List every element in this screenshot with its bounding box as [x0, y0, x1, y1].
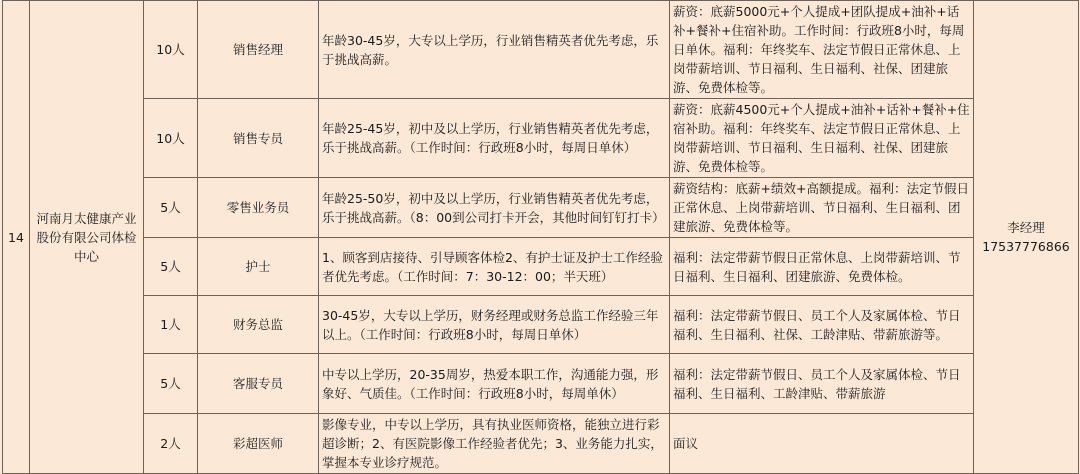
table-row [3, 1, 1079, 99]
headcount-cell: 5人 [144, 178, 198, 238]
table-row [3, 238, 1079, 296]
requirements-cell: 中专以上学历，20-35周岁，热爱本职工作，沟通能力强，形象好、气质佳。（工作时间：行政班8小时，每周单休） [319, 354, 670, 414]
table-row [3, 414, 1079, 474]
headcount-cell: 5人 [144, 354, 198, 414]
table-row [3, 354, 1079, 414]
contact-cell [974, 1, 1079, 474]
table-row [3, 178, 1079, 238]
contact-phone: 17537776866 [982, 239, 1070, 254]
benefits-cell: 福利：法定带薪节假日、员工个人及家属体检、节日福利、生日福利、社保、工龄津贴、带薪旅游等。 [670, 296, 974, 354]
job-listing-table [2, 0, 1079, 474]
requirements-cell: 影像专业，中专以上学历，具有执业医师资格，能独立进行彩超诊断；2、有医院影像工作经验者优先；3、业务能力扎实，掌握本专业诊疗规范。 [319, 414, 670, 474]
headcount-cell: 5人 [144, 238, 198, 296]
headcount-cell: 10人 [144, 1, 198, 99]
requirements-cell: 1、顾客到店接待、引导顾客体检2、有护士证及护士工作经验者优先考虑。（工作时间：7：30-12：00；半天班） [319, 238, 670, 296]
table-row [3, 296, 1079, 354]
position-title-cell: 销售专员 [198, 99, 319, 178]
headcount-cell: 10人 [144, 99, 198, 178]
requirements-cell: 30-45岁，大专以上学历，财务经理或财务总监工作经验三年以上。（工作时间：行政班8小时，每周日单休） [319, 296, 670, 354]
requirements-cell: 年龄30-45岁，大专以上学历，行业销售精英者优先考虑，乐于挑战高薪。 [319, 1, 670, 99]
position-title-cell: 客服专员 [198, 354, 319, 414]
benefits-cell: 福利：法定带薪节假日、员工个人及家属体检、节日福利、生日福利、工龄津贴、带薪旅游 [670, 354, 974, 414]
benefits-cell: 薪资：底薪5000元+个人提成+团队提成+油补+话补+餐补+住宿补助。工作时间：行政班8小时，每周日单休。福利：年终奖车、法定节假日正常休息、上岗带薪培训、节日福利、生日福利、社保、团建旅游、免费体检等。 [670, 1, 974, 99]
contact-name: 李经理 [1007, 220, 1045, 235]
row-number-cell: 14 [3, 1, 30, 474]
headcount-cell: 2人 [144, 414, 198, 474]
requirements-cell: 年龄25-45岁，初中及以上学历，行业销售精英者优先考虑，乐于挑战高薪。（工作时间：行政班8小时，每周日单休） [319, 99, 670, 178]
position-title-cell: 零售业务员 [198, 178, 319, 238]
benefits-cell: 福利：法定带薪节假日正常休息、上岗带薪培训、节日福利、生日福利、团建旅游、免费体检。 [670, 238, 974, 296]
position-title-cell: 销售经理 [198, 1, 319, 99]
benefits-cell: 薪资结构：底薪+绩效+高额提成。福利：法定节假日正常休息、上岗带薪培训、节日福利、生日福利、团建旅游、免费体检等。 [670, 178, 974, 238]
headcount-cell: 1人 [144, 296, 198, 354]
benefits-cell: 薪资：底薪4500元+个人提成+油补+话补+餐补+住宿补助。福利：年终奖车、法定节假日正常休息、上岗带薪培训、节日福利、生日福利、社保、团建旅游、免费体检等。 [670, 99, 974, 178]
position-title-cell: 财务总监 [198, 296, 319, 354]
position-title-cell: 彩超医师 [198, 414, 319, 474]
requirements-cell: 年龄25-50岁，初中及以上学历，行业销售精英者优先考虑，乐于挑战高薪。（8：00到公司打卡开会，其他时间钉钉打卡） [319, 178, 670, 238]
table-row [3, 99, 1079, 178]
benefits-cell: 面议 [670, 414, 974, 474]
company-name-cell: 河南月太健康产业股份有限公司体检中心 [30, 1, 144, 474]
position-title-cell: 护士 [198, 238, 319, 296]
